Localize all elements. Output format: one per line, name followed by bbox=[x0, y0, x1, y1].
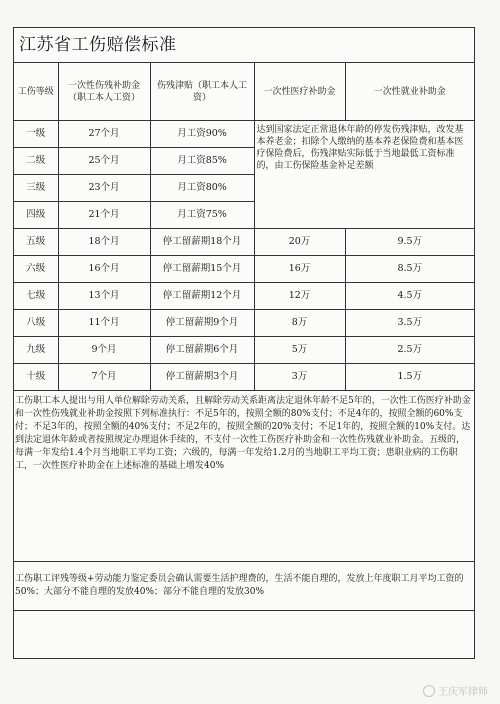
cell-one-time: 23个月 bbox=[58, 175, 150, 202]
cell-employment: 8.5万 bbox=[345, 256, 474, 283]
compensation-sheet bbox=[13, 27, 475, 659]
cell-one-time: 7个月 bbox=[58, 364, 150, 391]
page-title: 江苏省工伤赔偿标准 bbox=[14, 28, 474, 63]
table-row bbox=[14, 310, 474, 337]
cell-one-time: 11个月 bbox=[58, 310, 150, 337]
table-row bbox=[14, 256, 474, 283]
cell-level: 六级 bbox=[14, 256, 58, 283]
cell-level: 二级 bbox=[14, 148, 58, 175]
header-medical: 一次性医疗补助金 bbox=[254, 63, 345, 121]
paragraph-row bbox=[14, 391, 474, 562]
cell-employment: 1.5万 bbox=[345, 364, 474, 391]
cell-employment: 4.5万 bbox=[345, 283, 474, 310]
nursing-fee-paragraph: 工伤职工评残等级+劳动能力鉴定委员会确认需要生活护理费的，生活不能自理的，发放上年度职工月平均工资的50%；大部分不能自理的发放40%；部分不能自理的发放30% bbox=[14, 562, 474, 611]
watermark-logo-icon bbox=[423, 685, 435, 697]
cell-medical: 8万 bbox=[254, 310, 345, 337]
cell-employment: 9.5万 bbox=[345, 229, 474, 256]
cell-level: 十级 bbox=[14, 364, 58, 391]
watermark bbox=[423, 683, 488, 698]
cell-medical: 20万 bbox=[254, 229, 345, 256]
cell-allowance: 停工留薪期6个月 bbox=[150, 337, 254, 364]
cell-allowance: 月工资75% bbox=[150, 202, 254, 229]
cell-medical: 12万 bbox=[254, 283, 345, 310]
cell-employment: 2.5万 bbox=[345, 337, 474, 364]
cell-medical: 16万 bbox=[254, 256, 345, 283]
cell-one-time: 25个月 bbox=[58, 148, 150, 175]
cell-one-time: 21个月 bbox=[58, 202, 150, 229]
cell-one-time: 9个月 bbox=[58, 337, 150, 364]
cell-allowance: 月工资90% bbox=[150, 121, 254, 148]
cell-allowance: 停工留薪期15个月 bbox=[150, 256, 254, 283]
cell-allowance: 月工资80% bbox=[150, 175, 254, 202]
cell-level: 四级 bbox=[14, 202, 58, 229]
header-allowance: 伤残津贴（职工本人工资） bbox=[150, 63, 254, 121]
upper-levels-note: 达到国家法定正常退休年龄的停发伤残津贴，改发基本养老金；扣除个人缴纳的基本养老保险费和基本医疗保险费后，伤残津贴实际低于当地最低工资标准的，由工伤保险基金补足差额 bbox=[254, 121, 474, 229]
header-employment: 一次性就业补助金 bbox=[345, 63, 474, 121]
table-row bbox=[14, 337, 474, 364]
cell-level: 五级 bbox=[14, 229, 58, 256]
cell-one-time: 16个月 bbox=[58, 256, 150, 283]
table-row bbox=[14, 121, 474, 148]
cell-one-time: 18个月 bbox=[58, 229, 150, 256]
cell-employment: 3.5万 bbox=[345, 310, 474, 337]
cell-level: 八级 bbox=[14, 310, 58, 337]
cell-allowance: 停工留薪期9个月 bbox=[150, 310, 254, 337]
table-row bbox=[14, 364, 474, 391]
cell-allowance: 停工留薪期3个月 bbox=[150, 364, 254, 391]
termination-rules-paragraph: 工伤职工本人提出与用人单位解除劳动关系，且解除劳动关系距离法定退休年龄不足5年的，一次性工伤医疗补助金和一次性伤残就业补助金按照下列标准执行：不足5年的，按照全额的80%支付；不足4年的，按照全额的60%支付；不足3年的，按照全额的40%支付；不足2年的，按照全额的20%支付；不足1年的，按照全额的10%支付。达到法定退休年龄或者按照规定办理退休手续的，不支付一次性工伤医疗补助金和一次性伤残就业补助金。五级的，每满一年发给1.4个月当地职工平均工资；六级的，每满一年发给1.2月的当地职工平均工资；患职业病的工伤职工，一次性医疗补助金在上述标准的基础上增发40% bbox=[14, 391, 474, 562]
cell-medical: 5万 bbox=[254, 337, 345, 364]
header-level: 工伤等级 bbox=[14, 63, 58, 121]
cell-allowance: 停工留薪期18个月 bbox=[150, 229, 254, 256]
cell-level: 一级 bbox=[14, 121, 58, 148]
cell-allowance: 停工留薪期12个月 bbox=[150, 283, 254, 310]
cell-medical: 3万 bbox=[254, 364, 345, 391]
table-row bbox=[14, 283, 474, 310]
cell-level: 七级 bbox=[14, 283, 58, 310]
cell-one-time: 13个月 bbox=[58, 283, 150, 310]
paragraph-row bbox=[14, 562, 474, 611]
cell-level: 三级 bbox=[14, 175, 58, 202]
table-row bbox=[14, 229, 474, 256]
header-one-time-disability: 一次性伤残补助金（职工本人工资） bbox=[58, 63, 150, 121]
cell-one-time: 27个月 bbox=[58, 121, 150, 148]
cell-allowance: 月工资85% bbox=[150, 148, 254, 175]
table-header-row bbox=[14, 63, 474, 121]
cell-level: 九级 bbox=[14, 337, 58, 364]
compensation-table bbox=[14, 63, 474, 611]
watermark-text: 王庆军律师 bbox=[438, 687, 488, 698]
